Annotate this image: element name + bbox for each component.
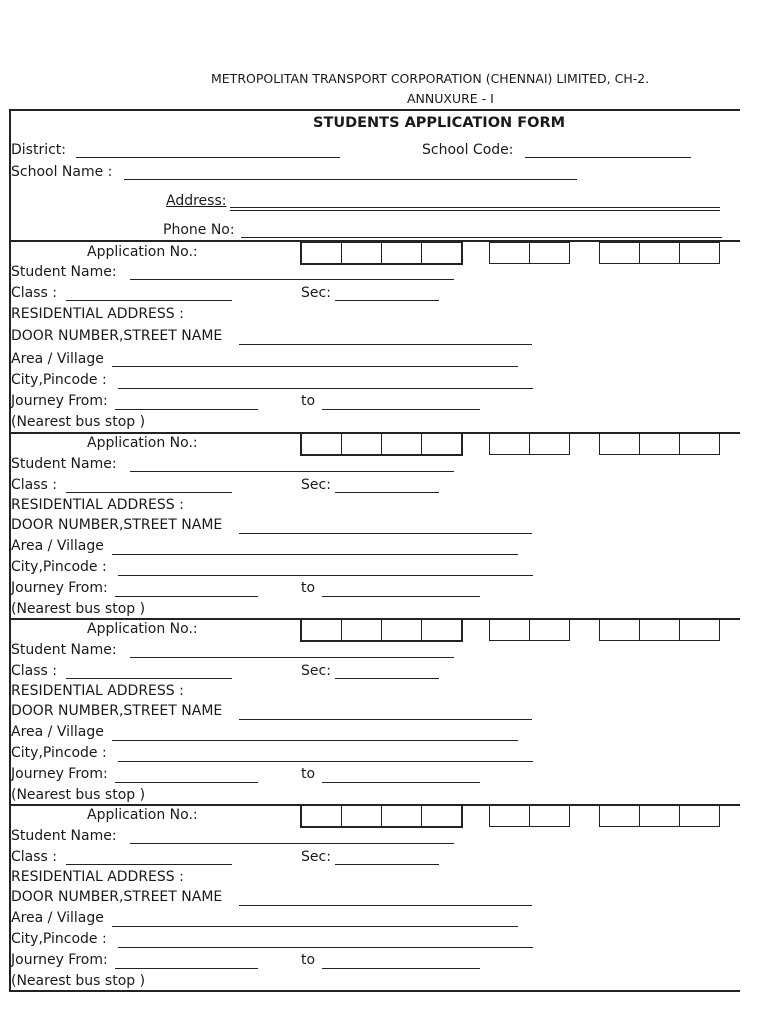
sec-field[interactable] (335, 678, 439, 679)
application-no-boxes-group-2[interactable] (490, 805, 570, 827)
door-street-label: DOOR NUMBER,STREET NAME (11, 703, 223, 719)
application-no-label: Application No.: (87, 435, 198, 451)
class-field[interactable] (66, 678, 232, 679)
student-name-label: Student Name: (11, 828, 117, 844)
class-field[interactable] (66, 864, 232, 865)
to-label: to (301, 393, 316, 409)
school-code-label: School Code: (422, 142, 514, 158)
frame-bottom-border (10, 990, 740, 992)
to-label: to (301, 952, 316, 968)
journey-from-field[interactable] (115, 782, 258, 783)
class-label: Class : (11, 477, 57, 493)
student-name-field[interactable] (130, 279, 454, 280)
area-village-label: Area / Village (11, 724, 104, 740)
city-pincode-field[interactable] (118, 947, 533, 948)
class-field[interactable] (66, 492, 232, 493)
area-village-label: Area / Village (11, 351, 104, 367)
area-village-label: Area / Village (11, 538, 104, 554)
address-label: Address: (166, 193, 227, 209)
journey-from-label: Journey From: (11, 952, 108, 968)
journey-from-field[interactable] (115, 968, 258, 969)
corporation-name: METROPOLITAN TRANSPORT CORPORATION (CHENNAI) LIMITED, CH-2. (211, 71, 650, 86)
sec-label: Sec: (301, 849, 331, 865)
application-no-boxes-group-3[interactable] (600, 619, 720, 641)
city-pincode-field[interactable] (118, 761, 533, 762)
residential-address-label: RESIDENTIAL ADDRESS : (11, 869, 184, 885)
nearest-bus-stop-label: (Nearest bus stop ) (11, 973, 146, 989)
school-name-label: School Name : (11, 164, 113, 180)
journey-to-field[interactable] (322, 409, 480, 410)
journey-from-label: Journey From: (11, 393, 108, 409)
student-name-field[interactable] (130, 657, 454, 658)
application-no-boxes-group-1[interactable] (300, 241, 463, 265)
to-label: to (301, 580, 316, 596)
district-field[interactable] (76, 157, 340, 158)
class-label: Class : (11, 285, 57, 301)
application-no-boxes-group-1[interactable] (300, 618, 463, 642)
student-name-field[interactable] (130, 843, 454, 844)
district-label: District: (11, 142, 67, 158)
application-no-boxes-group-1[interactable] (300, 432, 463, 456)
application-no-boxes-group-3[interactable] (600, 242, 720, 264)
application-no-label: Application No.: (87, 244, 198, 260)
application-no-boxes-group-2[interactable] (490, 242, 570, 264)
address-field-line-1[interactable] (230, 207, 720, 208)
nearest-bus-stop-label: (Nearest bus stop ) (11, 787, 146, 803)
sec-field[interactable] (335, 492, 439, 493)
journey-from-label: Journey From: (11, 580, 108, 596)
application-no-boxes-group-3[interactable] (600, 805, 720, 827)
city-pincode-field[interactable] (118, 575, 533, 576)
application-no-boxes-group-1[interactable] (300, 804, 463, 828)
door-street-field[interactable] (239, 905, 532, 906)
residential-address-label: RESIDENTIAL ADDRESS : (11, 683, 184, 699)
frame-top-border (10, 109, 740, 111)
door-street-field[interactable] (239, 719, 532, 720)
sec-label: Sec: (301, 285, 331, 301)
door-street-field[interactable] (239, 533, 532, 534)
nearest-bus-stop-label: (Nearest bus stop ) (11, 414, 146, 430)
city-pincode-field[interactable] (118, 388, 533, 389)
annexure-label: ANNUXURE - I (407, 91, 494, 106)
application-no-label: Application No.: (87, 621, 198, 637)
area-village-field[interactable] (112, 554, 518, 555)
sec-label: Sec: (301, 477, 331, 493)
door-street-label: DOOR NUMBER,STREET NAME (11, 889, 223, 905)
journey-from-label: Journey From: (11, 766, 108, 782)
class-label: Class : (11, 663, 57, 679)
student-name-label: Student Name: (11, 264, 117, 280)
area-village-label: Area / Village (11, 910, 104, 926)
residential-address-label: RESIDENTIAL ADDRESS : (11, 306, 184, 322)
door-street-field[interactable] (239, 344, 532, 345)
door-street-label: DOOR NUMBER,STREET NAME (11, 328, 223, 344)
area-village-field[interactable] (112, 926, 518, 927)
class-field[interactable] (66, 300, 232, 301)
application-no-boxes-group-3[interactable] (600, 433, 720, 455)
school-code-field[interactable] (525, 157, 691, 158)
class-label: Class : (11, 849, 57, 865)
student-name-field[interactable] (130, 471, 454, 472)
application-no-boxes-group-2[interactable] (490, 433, 570, 455)
area-village-field[interactable] (112, 366, 518, 367)
school-name-field[interactable] (124, 179, 577, 180)
to-label: to (301, 766, 316, 782)
city-pincode-label: City,Pincode : (11, 931, 107, 947)
form-title: STUDENTS APPLICATION FORM (313, 115, 566, 131)
city-pincode-label: City,Pincode : (11, 559, 107, 575)
journey-from-field[interactable] (115, 409, 258, 410)
city-pincode-label: City,Pincode : (11, 372, 107, 388)
phone-label: Phone No: (163, 222, 235, 238)
phone-field[interactable] (241, 237, 722, 238)
sec-field[interactable] (335, 864, 439, 865)
journey-to-field[interactable] (322, 596, 480, 597)
sec-label: Sec: (301, 663, 331, 679)
city-pincode-label: City,Pincode : (11, 745, 107, 761)
application-no-label: Application No.: (87, 807, 198, 823)
student-name-label: Student Name: (11, 642, 117, 658)
area-village-field[interactable] (112, 740, 518, 741)
student-name-label: Student Name: (11, 456, 117, 472)
journey-from-field[interactable] (115, 596, 258, 597)
residential-address-label: RESIDENTIAL ADDRESS : (11, 497, 184, 513)
application-no-boxes-group-2[interactable] (490, 619, 570, 641)
sec-field[interactable] (335, 300, 439, 301)
door-street-label: DOOR NUMBER,STREET NAME (11, 517, 223, 533)
address-field-line-2[interactable] (230, 210, 720, 211)
journey-to-field[interactable] (322, 782, 480, 783)
journey-to-field[interactable] (322, 968, 480, 969)
nearest-bus-stop-label: (Nearest bus stop ) (11, 601, 146, 617)
